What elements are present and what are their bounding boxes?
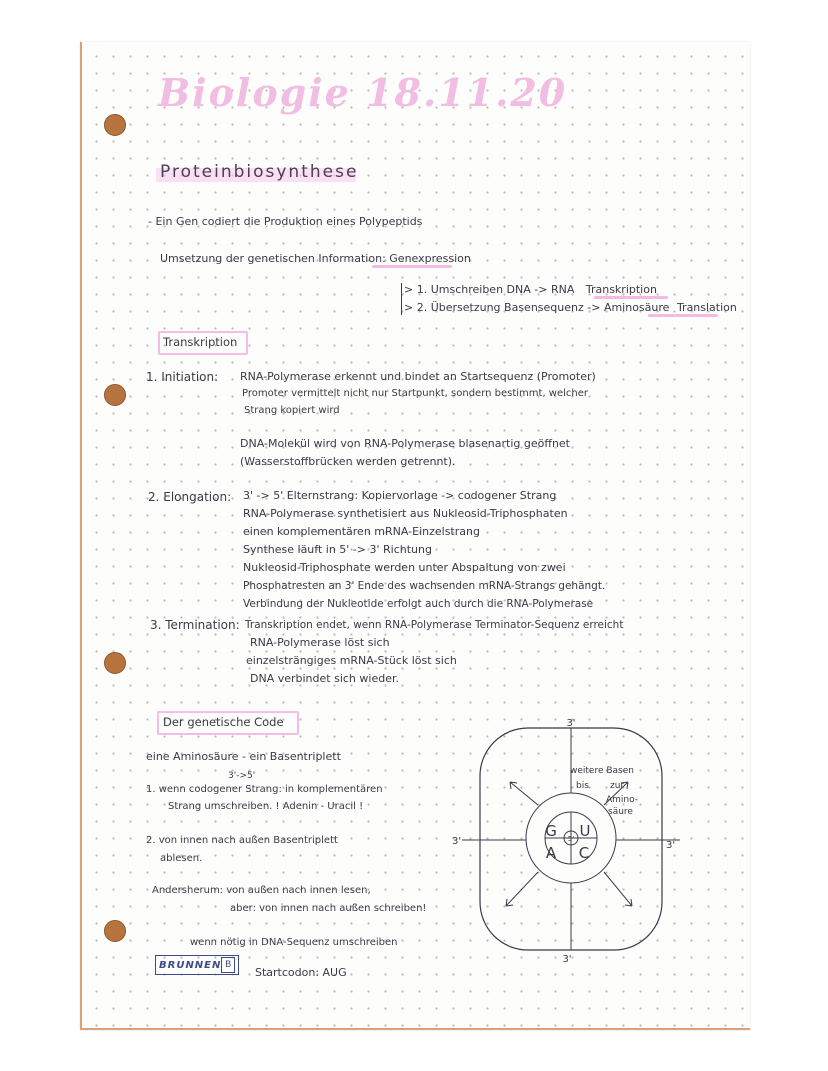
brunnen-logo xyxy=(155,955,239,975)
punch-hole xyxy=(104,652,126,674)
base-label: G xyxy=(545,822,557,840)
step1-term: Transkription xyxy=(585,283,657,296)
bracket-line xyxy=(401,283,402,315)
code-annotation: 3'->5' xyxy=(228,771,256,781)
section-heading-code: Der genetische Code xyxy=(163,715,284,729)
code-line: Strang umschreiben. ! Adenin - Uracil ! xyxy=(168,801,364,812)
elongation-label: 2. Elongation: xyxy=(148,490,232,504)
initiation-line: (Wasserstoffbrücken werden getrennt). xyxy=(240,455,456,468)
term-underline xyxy=(648,314,718,317)
step-line xyxy=(404,283,657,297)
elongation-line: Verbindung der Nukleotide erfolgt auch durch die RNA-Polymerase xyxy=(243,598,594,610)
note-line: bis xyxy=(576,781,589,791)
elongation-line: Synthese läuft in 5' -> 3' Richtung xyxy=(243,543,432,556)
intro-line xyxy=(160,252,471,266)
step2-text: > 2. Übersetzung Basensequenz -> Aminosäure xyxy=(404,301,670,314)
section-heading-transkription: Transkription xyxy=(163,335,238,349)
label-top: 3' xyxy=(566,718,576,729)
punch-hole xyxy=(104,920,126,942)
base-label: U xyxy=(579,822,591,840)
elongation-line: einen komplementären mRNA-Einzelstrang xyxy=(243,525,480,538)
elongation-line: 3' -> 5' Elternstrang: Kopiervorlage -> codogener Strang xyxy=(243,489,557,502)
base-label: A xyxy=(545,844,557,862)
step1-text: > 1. Umschreiben DNA -> RNA xyxy=(404,283,575,296)
initiation-line: DNA-Molekül wird von RNA-Polymerase blasenartig geöffnet xyxy=(240,437,570,450)
base-label: C xyxy=(578,844,590,862)
brand-mark-icon: B xyxy=(221,957,235,973)
code-line: ablesen. xyxy=(160,853,203,864)
termination-line: DNA verbindet sich wieder. xyxy=(250,672,399,685)
label-left: 3' xyxy=(452,836,462,847)
initiation-line: Strang kopiert wird xyxy=(244,405,340,416)
elongation-line: RNA-Polymerase synthetisiert aus Nukleosid-Triphosphaten xyxy=(243,507,568,520)
code-line: Andersherum: von außen nach innen lesen, xyxy=(152,885,371,896)
startcodon-line: Startcodon: AUG xyxy=(255,966,347,979)
note-line: säure xyxy=(608,807,633,817)
intro-prefix: Umsetzung der genetischen Information: xyxy=(160,252,386,265)
arrow-icon xyxy=(604,872,632,906)
initiation-label: 1. Initiation: xyxy=(146,370,219,384)
elongation-line: Phosphatresten an 3' Ende des wachsenden mRNA-Strangs gehängt. xyxy=(243,580,606,592)
note-line: weitere Basen xyxy=(570,766,634,776)
punch-hole xyxy=(104,114,126,136)
step2-term: Translation xyxy=(676,301,737,314)
termination-label: 3. Termination: xyxy=(150,618,240,632)
code-line: 2. von innen nach außen Basentriplett xyxy=(146,835,338,846)
initiation-line: Promoter vermittelt nicht nur Startpunkt, sondern bestimmt, welcher xyxy=(242,388,589,399)
brand-name: BRUNNEN xyxy=(159,959,222,971)
code-line: wenn nötig in DNA-Sequenz umschreiben xyxy=(190,937,398,948)
genexpression-term: Genexpression xyxy=(389,252,471,265)
termination-line: RNA-Polymerase löst sich xyxy=(250,636,390,649)
termination-line: Transkription endet, wenn RNA-Polymerase Terminator-Sequenz erreicht xyxy=(245,619,624,631)
termination-line: einzelsträngiges mRNA-Stück löst sich xyxy=(246,654,457,667)
arrow-icon xyxy=(510,782,538,805)
center-label: 5' xyxy=(567,835,575,843)
term-underline xyxy=(594,296,668,299)
code-sun-diagram xyxy=(440,710,700,975)
term-underline xyxy=(372,265,452,268)
code-line: 1. wenn codogener Strang: in komplementären xyxy=(146,784,383,795)
elongation-line: Nukleosid-Triphosphate werden unter Abspaltung von zwei xyxy=(243,561,566,574)
step-line xyxy=(404,301,737,315)
punch-hole xyxy=(104,384,126,406)
note-line: Amino- xyxy=(606,795,639,805)
code-line: aber: von innen nach außen schreiben! xyxy=(230,903,427,914)
note-line: zur xyxy=(610,781,625,791)
topic-heading: Proteinbiosynthese xyxy=(160,162,359,182)
label-right: 3' xyxy=(666,840,676,851)
code-line: eine Aminosäure - ein Basentriplett xyxy=(146,750,341,763)
intro-line: - Ein Gen codiert die Produktion eines Polypeptids xyxy=(148,215,423,228)
label-bottom: 3' xyxy=(562,954,572,965)
page-title: Biologie 18.11.20 xyxy=(158,70,568,115)
arrow-icon xyxy=(506,872,538,906)
initiation-line: RNA-Polymerase erkennt und bindet an Startsequenz (Promoter) xyxy=(240,370,596,383)
